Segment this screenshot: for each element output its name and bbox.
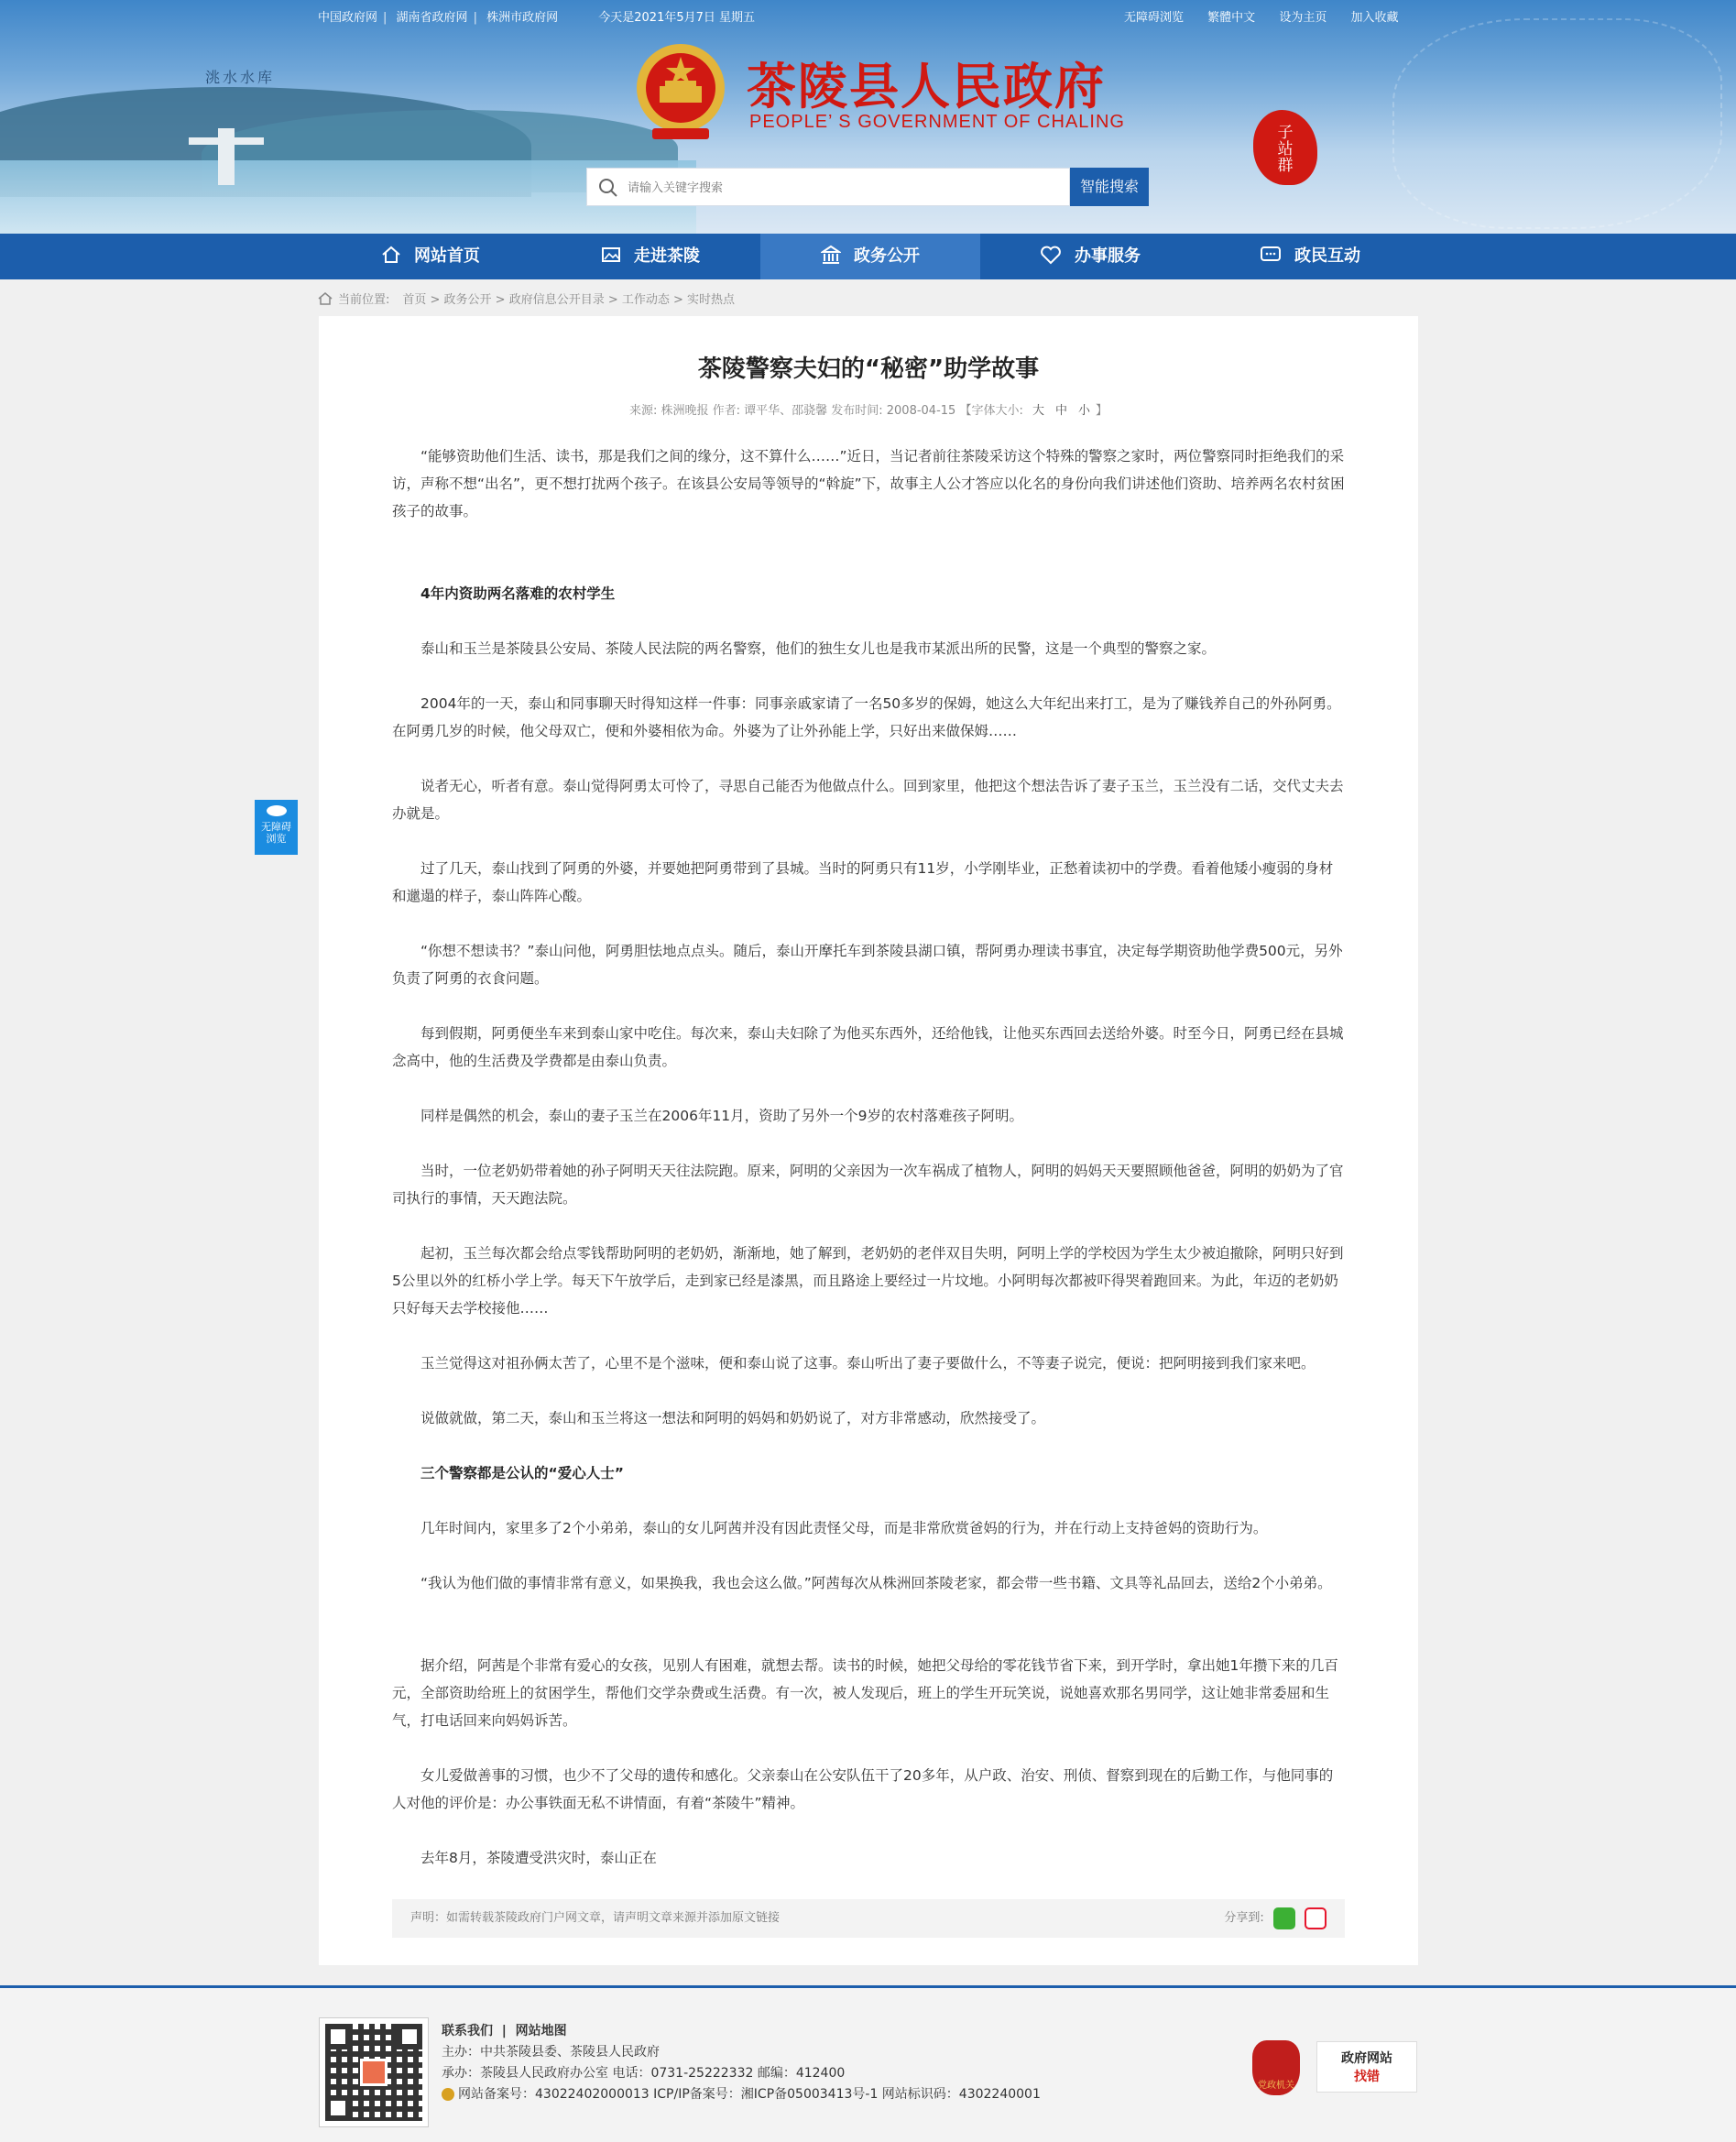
nav-item-about-chaling[interactable]: 走进茶陵 — [540, 234, 760, 279]
smart-search-button[interactable]: 智能搜索 — [1070, 168, 1149, 206]
banner-caption: 洮水水库 — [205, 69, 276, 86]
article-paragraph: 去年8月，茶陵遭受洪灾时，泰山正在 — [420, 1850, 657, 1866]
font-size-small[interactable]: 小 — [1078, 404, 1091, 418]
article-paragraph: 当时，一位老奶奶带着她的孙子阿明天天往法院跑。原来，阿明的父亲因为一次车祸成了植物人，阿明的妈妈天天要照顾他爸爸，阿明的奶奶为了官司执行的事情，天天跑法院。 — [392, 1163, 1344, 1207]
image-icon — [601, 245, 621, 265]
separator: | — [473, 11, 477, 25]
search-bar — [586, 168, 1149, 206]
article-paragraph: “你想不想读书？”泰山问他，阿勇胆怯地点点头。随后，泰山开摩托车到茶陵县湖口镇，帮阿勇办理读书事宜，决定每学期资助他学费500元，另外负责了阿勇的衣食问题。 — [392, 943, 1343, 987]
article-subheading: 4年内资助两名落难的农村学生 — [420, 585, 616, 602]
font-size-control: 【字体大小: 大 中 小 】 — [959, 404, 1108, 418]
party-government-badge[interactable]: 党政机关 — [1252, 2040, 1300, 2095]
floating-accessibility-button[interactable]: 无障碍 浏览 — [255, 800, 298, 855]
article-paragraph: 几年时间内，家里多了2个小弟弟，泰山的女儿阿茜并没有因此责怪父母，而是非常欣赏爸妈的行为，并在行动上支持爸妈的资助行为。 — [420, 1520, 1268, 1536]
police-badge-icon — [442, 2088, 454, 2101]
link-gov-cn[interactable]: 中国政府网 — [318, 11, 378, 25]
contact-us-link[interactable]: 联系我们 — [442, 2024, 493, 2038]
nav-item-interaction[interactable]: 政民互动 — [1200, 234, 1420, 279]
national-emblem-icon — [632, 40, 729, 143]
article-paragraph: “能够资助他们生活、读书，那是我们之间的缘分，这不算什么……”近日，当记者前往茶陵采访这个特殊的警察之家时，两位警察同时拒绝我们的采访，声称不想“出名”，更不想打扰两个孩子。在该县公安局等领导的“斡旋”下，故事主人公才答应以化名的身份向我们讲述他们资助、培养两名农村贫困孩子的故事。 — [392, 448, 1345, 519]
search-box — [586, 168, 1070, 206]
banner-map-outline — [1392, 18, 1722, 229]
article-source-info: 来源: 株洲晚报 作者: 谭平华、邵骁馨 发布时间: 2008-04-15 — [628, 404, 956, 418]
footer-links: 联系我们 | 网站地图 — [442, 2024, 567, 2038]
font-size-large[interactable]: 大 — [1032, 404, 1044, 418]
eye-icon — [267, 805, 287, 816]
article-paragraph: 说者无心，听者有意。泰山觉得阿勇太可怜了，寻思自己能否为他做点什么。回到家里，他把这个想法告诉了妻子玉兰，玉兰没有二话，交代丈夫去办就是。 — [392, 778, 1344, 822]
article-paragraph: 每到假期，阿勇便坐车来到泰山家中吃住。每次来，泰山夫妇除了为他买东西外，还给他钱，让他买东西回去送给外婆。时至今日，阿勇已经在县城念高中，他的生活费及学费都是由泰山负责。 — [392, 1025, 1344, 1069]
breadcrumb-path[interactable]: 首页 > 政务公开 > 政府信息公开目录 > 工作动态 > 实时热点 — [402, 293, 736, 307]
article-card — [319, 316, 1418, 1965]
building-icon — [821, 245, 841, 265]
main-nav — [0, 234, 1736, 279]
top-bar — [0, 0, 1736, 29]
accessibility-link[interactable]: 无障碍浏览 — [1124, 11, 1185, 25]
chat-icon — [1260, 245, 1282, 265]
header-banner — [0, 0, 1736, 234]
footer — [0, 1985, 1736, 2142]
article-meta — [319, 400, 1418, 418]
breadcrumb — [318, 290, 735, 307]
heart-icon — [1040, 245, 1062, 265]
reprint-declaration: 声明：如需转载茶陵政府门户网文章，请声明文章来源并添加原文链接 — [410, 1911, 781, 1925]
link-zhuzhou-gov[interactable]: 株洲市政府网 — [486, 11, 559, 25]
wechat-share-icon[interactable] — [1273, 1907, 1295, 1929]
article-paragraph: 起初，玉兰每次都会给点零钱帮助阿明的老奶奶，渐渐地，她了解到，老奶奶的老伴双目失明，阿明上学的学校因为学生太少被迫撤除，阿明只好到5公里以外的红桥小学上学。每天下午放学后，走到家已经是漆黑，而且路途上要经过一片坟地。小阿明每次都被吓得哭着跑回来。为此，年迈的老奶奶只好每天去学校接他…… — [392, 1245, 1344, 1317]
link-hunan-gov[interactable]: 湖南省政府网 — [396, 11, 468, 25]
site-subtitle: PEOPLE’ S GOVERNMENT OF CHALING — [749, 112, 1125, 132]
article-paragraph: 过了几天，泰山找到了阿勇的外婆，并要她把阿勇带到了县城。当时的阿勇只有11岁，小学刚毕业，正愁着读初中的学费。看着他矮小瘦弱的身材和邋遢的样子，泰山阵阵心酸。 — [392, 860, 1334, 904]
article-title: 茶陵警察夫妇的“秘密”助学故事 — [697, 355, 1040, 383]
article-paragraph: 同样是偶然的机会，泰山的妻子玉兰在2006年11月，资助了另外一个9岁的农村落难孩子阿明。 — [420, 1108, 1024, 1124]
site-title: 茶陵县人民政府 — [747, 57, 1106, 115]
share-bar — [1224, 1899, 1327, 1938]
top-right-links — [1124, 7, 1418, 25]
declaration-bar — [392, 1899, 1345, 1938]
traditional-chinese-link[interactable]: 繁體中文 — [1207, 11, 1256, 25]
nav-item-services[interactable]: 办事服务 — [980, 234, 1200, 279]
home-icon — [381, 245, 401, 265]
set-homepage-link[interactable]: 设为主页 — [1279, 11, 1327, 25]
footer-sponsor: 主办：中共茶陵县委、茶陵县人民政府 — [442, 2045, 660, 2060]
qr-code — [319, 2017, 429, 2127]
article-paragraph: “我认为他们做的事情非常有意义，如果换我，我也会这么做。”阿茜每次从株洲回茶陵老家，都会带一些书籍、文具等礼品回去，送给2个小弟弟。 — [420, 1575, 1332, 1591]
site-map-link[interactable]: 网站地图 — [515, 2024, 567, 2038]
footer-info — [442, 2021, 1041, 2105]
article-subheading: 三个警察都是公认的“爱心人士” — [420, 1465, 624, 1481]
article-paragraph: 据介绍，阿茜是个非常有爱心的女孩，见别人有困难，就想去帮。读书的时候，她把父母给的零花钱节省下来，到开学时，拿出她1年攒下来的几百元，全部资助给班上的贫困学生，帮他们交学杂费或生活费。有一次，被人发现后，班上的学生开玩笑说，说她喜欢那名男同学，这让她非常委屈和生气，打电话回来向妈妈诉苦。 — [392, 1657, 1338, 1729]
add-favorite-link[interactable]: 加入收藏 — [1350, 11, 1399, 25]
article-paragraph: 泰山和玉兰是茶陵县公安局、茶陵人民法院的两名警察，他们的独生女儿也是我市某派出所的民警，这是一个典型的警察之家。 — [420, 640, 1217, 657]
font-size-medium[interactable]: 中 — [1055, 404, 1068, 418]
nav-item-government-affairs[interactable]: 政务公开 — [760, 234, 980, 279]
search-input[interactable] — [628, 178, 1058, 198]
article-paragraph: 2004年的一天，泰山和同事聊天时得知这样一件事：同事亲戚家请了一名50多岁的保姆，她这么大年纪出来打工，是为了赚钱养自己的外孙阿勇。在阿勇几岁的时候，他父母双亡，便和外婆相依为命。外婆为了让外孙能上学，只好出来做保姆…… — [392, 695, 1341, 739]
article-paragraph: 说做就做，第二天，泰山和玉兰将这一想法和阿明的妈妈和奶奶说了，对方非常感动，欣然接受了。 — [420, 1410, 1046, 1426]
share-label: 分享到: — [1224, 1911, 1264, 1925]
banner-tower — [218, 128, 235, 185]
article-paragraph: 玉兰觉得这对祖孙俩太苦了，心里不是个滋味，便和泰山说了这事。泰山听出了妻子要做什么，不等妻子说完，便说：把阿明接到我们家来吧。 — [420, 1355, 1316, 1372]
search-icon — [598, 178, 618, 198]
weibo-share-icon[interactable] — [1305, 1907, 1327, 1929]
article-paragraph: 女儿爱做善事的习惯，也少不了父母的遗传和感化。父亲泰山在公安队伍干了20多年，从户政、治安、刑侦、督察到现在的后勤工作，与他同事的人对他的评价是：办公事铁面无私不讲情面，有着“茶陵牛”精神。 — [392, 1767, 1334, 1811]
current-date: 今天是2021年5月7日 星期五 — [598, 11, 756, 25]
footer-organizer: 承办：茶陵县人民政府办公室 电话：0731-25222332 邮编：412400 — [442, 2066, 846, 2081]
nav-item-home[interactable]: 网站首页 — [321, 234, 540, 279]
footer-record: 网站备案号：43022402000013 ICP/IP备案号：湘ICP备05003413号-1 网站标识码：4302240001 — [458, 2087, 1041, 2102]
home-icon — [318, 291, 333, 306]
report-error-badge[interactable]: 政府网站 找错 — [1316, 2041, 1417, 2093]
top-links — [318, 7, 760, 25]
breadcrumb-label: 当前位置: — [338, 293, 390, 307]
separator: | — [383, 11, 388, 25]
substation-group-button[interactable]: 子 站 群 — [1253, 110, 1317, 185]
